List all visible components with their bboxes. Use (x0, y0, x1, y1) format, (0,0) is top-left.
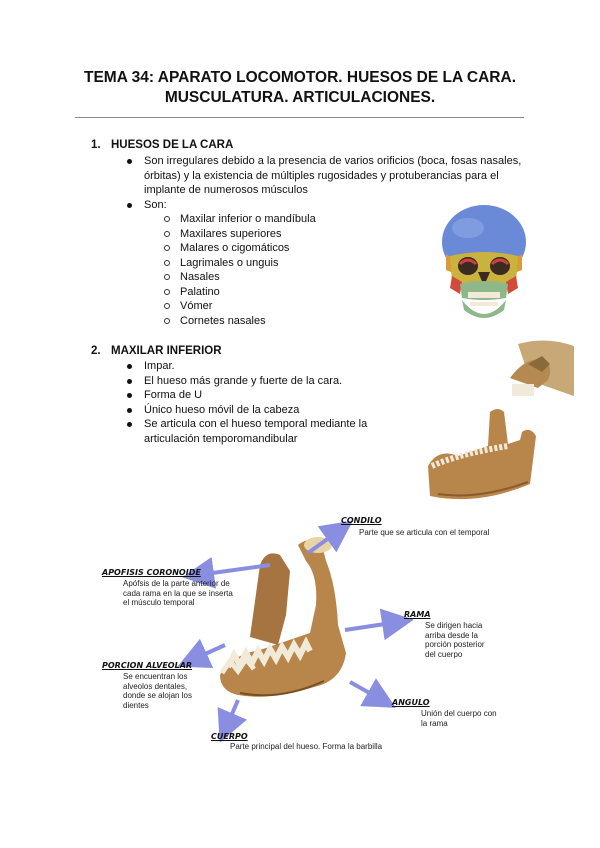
section1-number: 1. (91, 139, 101, 151)
subitem-text: Maxilar inferior o mandíbula (180, 213, 316, 225)
desc-rama (425, 621, 485, 659)
label-apofisis-coronoide: APOFISIS CORONOIDE (102, 568, 201, 577)
label-angulo: ANGULO (392, 698, 430, 707)
desc-line: Se encuentran los (123, 672, 188, 681)
bullet-text: Impar. (144, 360, 175, 372)
bullet-text-line: articulación temporomandibular (144, 432, 298, 445)
bullet-text-line: implante de numerosos músculos (144, 184, 308, 197)
bullet-text: Forma de U (144, 389, 203, 401)
subitem-text: Maxilares superiores (180, 228, 282, 240)
desc-cuerpo: Parte principal del hueso. Forma la barbilla (230, 742, 383, 751)
document-title-line1: TEMA 34: APARATO LOCOMOTOR. HUESOS DE LA CARA. (83, 69, 516, 86)
bullet-text-line: Se articula con el hueso temporal mediante la (144, 418, 368, 430)
label-porcion-alveolar: PORCION ALVEOLAR (102, 661, 193, 670)
label-cuerpo: CUERPO (211, 732, 248, 741)
subitem-text: Palatino (180, 286, 220, 298)
bullet-text: Son: (144, 199, 167, 211)
section1-title: HUESOS DE LA CARA (111, 139, 234, 151)
desc-line: porción posterior (425, 640, 485, 649)
bullet-text-line: órbitas) y la existencia de múltiples rugosidades y protuberancias para el (144, 169, 499, 182)
desc-line: cada rama en la que se inserta (123, 588, 233, 598)
label-rama: RAMA (404, 610, 431, 619)
desc-line: el músculo temporal (123, 598, 195, 607)
desc-line: la rama (421, 718, 448, 728)
document-title-line2: MUSCULATURA. ARTICULACIONES. (164, 89, 436, 106)
bullet-text-line: Son irregulares debido a la presencia de varios orificios (boca, fosas nasales, (144, 155, 522, 167)
desc-line: del cuerpo (425, 649, 463, 659)
desc-condilo: Parte que se articula con el temporal (359, 528, 490, 537)
desc-line: alveolos dentales, (123, 681, 188, 691)
section2-title: MAXILAR INFERIOR (111, 345, 222, 357)
desc-line: Apófsis de la parte anterior de (123, 579, 230, 588)
section2-number: 2. (91, 345, 101, 357)
desc-line: Se dirigen hacia (425, 621, 483, 630)
label-condilo: CONDILO (341, 516, 382, 525)
desc-line: Unión del cuerpo con (421, 709, 497, 718)
subitem-text: Malares o cigomáticos (180, 242, 290, 254)
subitem-text: Nasales (180, 271, 220, 283)
bullet-text: El hueso más grande y fuerte de la cara. (144, 375, 343, 387)
desc-porcion-alveolar (123, 672, 192, 710)
subitem-text: Lagrimales o unguis (180, 257, 279, 269)
subitem-text: Cornetes nasales (180, 315, 266, 327)
bullet-text: Único hueso móvil de la cabeza (144, 404, 300, 416)
desc-line: donde se alojan los (123, 691, 192, 700)
desc-angulo (421, 709, 497, 728)
desc-line: arriba desde la (425, 630, 478, 640)
desc-line: dientes (123, 700, 149, 710)
desc-apofisis-coronoide (123, 579, 233, 608)
subitem-text: Vómer (180, 300, 213, 312)
